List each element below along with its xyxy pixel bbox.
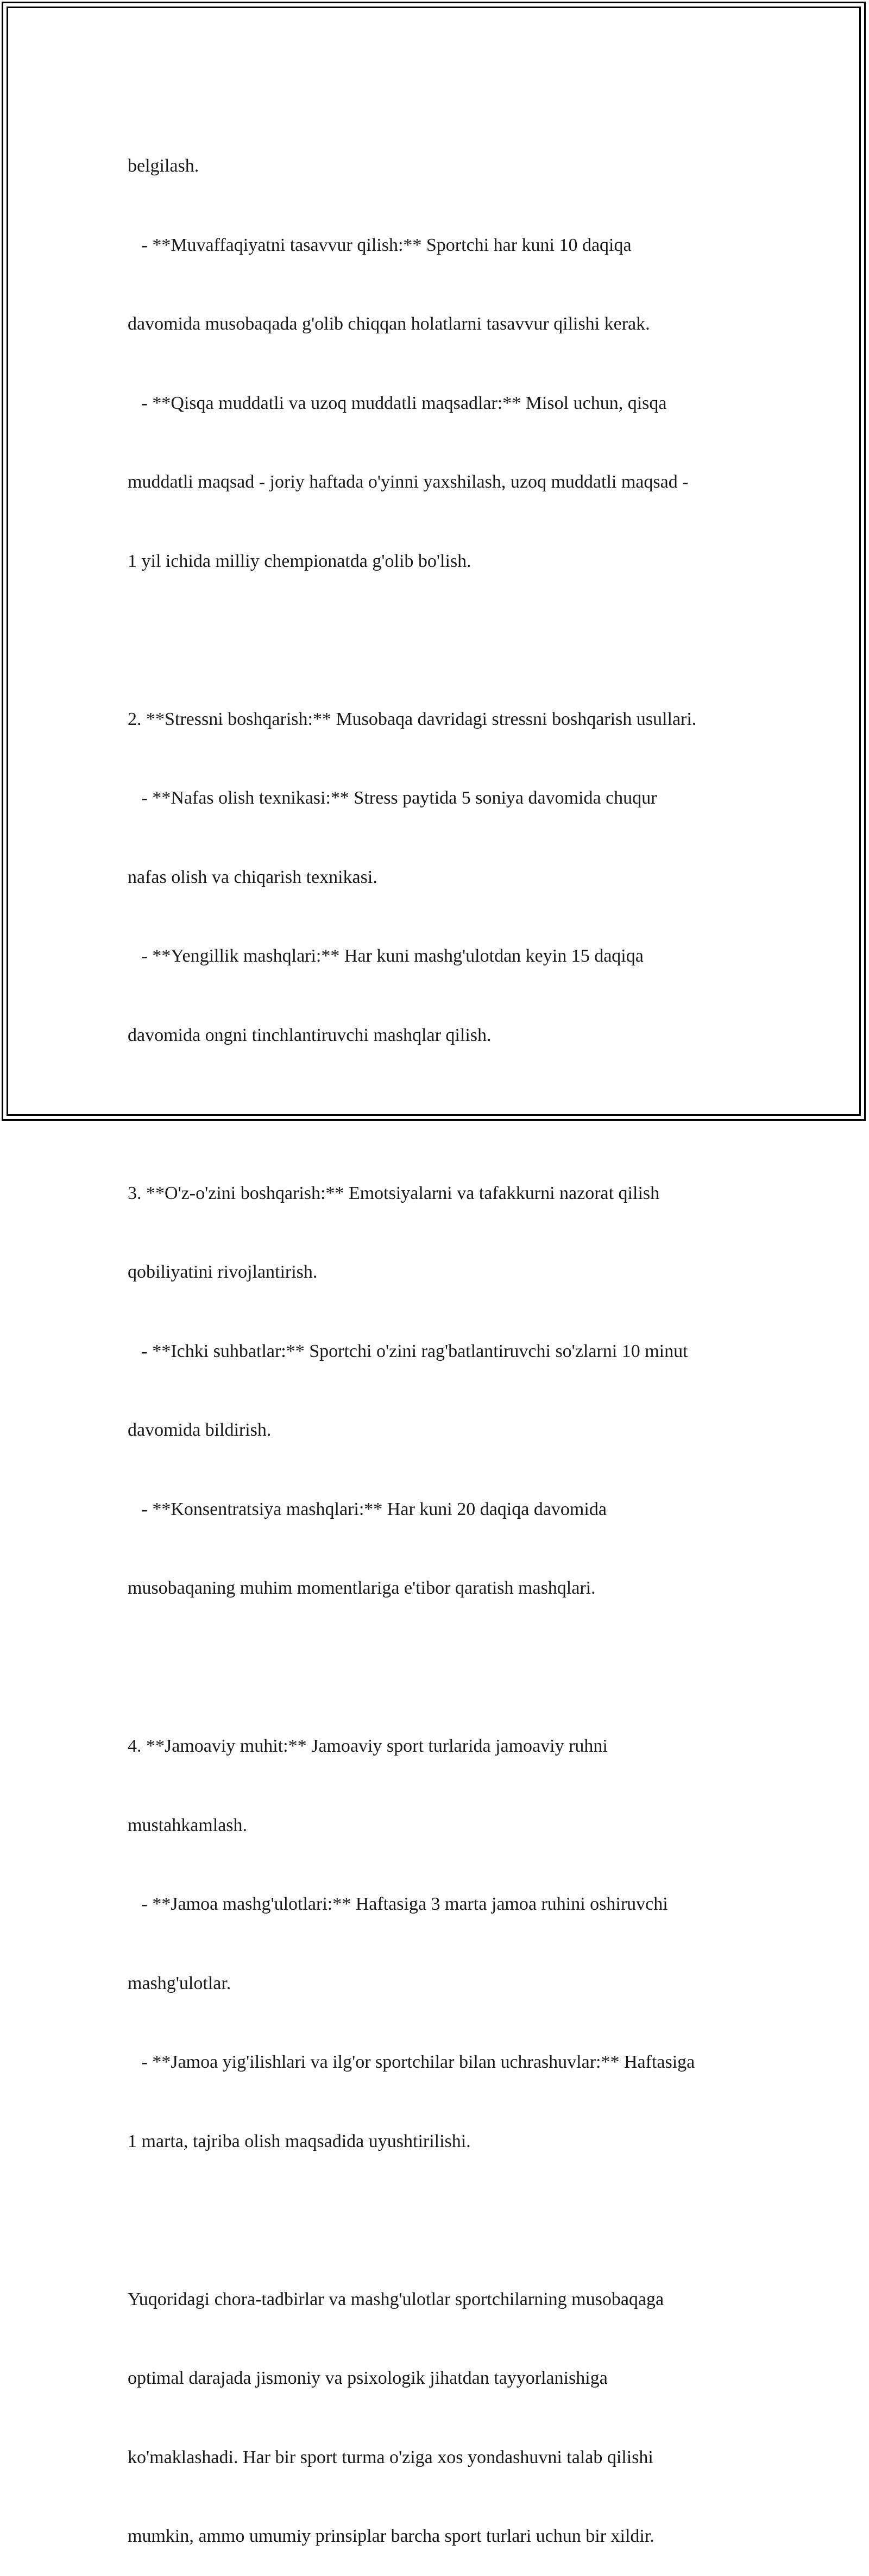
- text-line: 4. **Jamoaviy muhit:** Jamoaviy sport turlarida jamoaviy ruhni: [128, 1736, 608, 1756]
- text-line: - **Ichki suhbatlar:** Sportchi o'zini rag'batlantiruvchi so'zlarni 10 minut: [128, 1341, 688, 1361]
- text-line: - **Jamoa yig'ilishlari va ilg'or sportchilar bilan uchrashuvlar:** Haftasiga: [128, 2052, 695, 2072]
- text-line: - **Nafas olish texnikasi:** Stress paytida 5 soniya davomida chuqur: [128, 788, 657, 808]
- blank-line: [128, 1655, 752, 1681]
- text-line: belgilash.: [128, 156, 199, 176]
- text-line: mustahkamlash.: [128, 1815, 248, 1835]
- text-line: - **Muvaffaqiyatni tasavvur qilish:** Sportchi har kuni 10 daqiqa: [128, 235, 632, 255]
- text-line: davomida musobaqada g'olib chiqqan holatlarni tasavvur qilishi kerak.: [128, 314, 650, 334]
- text-line: nafas olish va chiqarish texnikasi.: [128, 867, 377, 887]
- text-line: mashg'ulotlar.: [128, 1973, 231, 1993]
- text-line: - **Jamoa mashg'ulotlari:** Haftasiga 3 marta jamoa ruhini oshiruvchi: [128, 1894, 668, 1914]
- text-line: qobiliyatini rivojlantirish.: [128, 1262, 318, 1282]
- text-line: 2. **Stressni boshqarish:** Musobaqa davridagi stressni boshqarish usullari.: [128, 709, 697, 729]
- text-line: 1 marta, tajriba olish maqsadida uyushtirilishi.: [128, 2131, 471, 2151]
- text-line: - **Yengillik mashqlari:** Har kuni mashg'ulotdan keyin 15 daqiqa: [128, 946, 644, 966]
- text-line: Yuqoridagi chora-tadbirlar va mashg'ulotlar sportchilarning musobaqaga: [128, 2289, 664, 2309]
- text-line: optimal darajada jismoniy va psixologik jihatdan tayyorlanishiga: [128, 2368, 608, 2388]
- text-line: musobaqaning muhim momentlariga e'tibor qaratish mashqlari.: [128, 1578, 596, 1598]
- blank-line: [128, 627, 752, 654]
- text-line: - **Qisqa muddatli va uzoq muddatli maqsadlar:** Misol uchun, qisqa: [128, 393, 667, 413]
- text-line: davomida ongni tinchlantiruvchi mashqlar qilish.: [128, 1025, 492, 1045]
- text-line: - **Konsentratsiya mashqlari:** Har kuni 20 daqiqa davomida: [128, 1499, 607, 1519]
- text-line: 3. **O'z-o'zini boshqarish:** Emotsiyalarni va tafakkurni nazorat qilish: [128, 1183, 660, 1203]
- blank-line: [128, 1101, 752, 1128]
- text-line: muddatli maqsad - joriy haftada o'yinni yaxshilash, uzoq muddatli maqsad -: [128, 472, 689, 492]
- blank-line: [128, 2207, 752, 2234]
- text-line: davomida bildirish.: [128, 1420, 272, 1440]
- text-line: mumkin, ammo umumiy prinsiplar barcha sport turlari uchun bir xildir.: [128, 2526, 654, 2546]
- document-body: [128, 100, 752, 2576]
- text-line: 1 yil ichida milliy chempionatda g'olib bo'lish.: [128, 551, 471, 571]
- text-line: ko'maklashadi. Har bir sport turma o'ziga xos yondashuvni talab qilishi: [128, 2447, 653, 2467]
